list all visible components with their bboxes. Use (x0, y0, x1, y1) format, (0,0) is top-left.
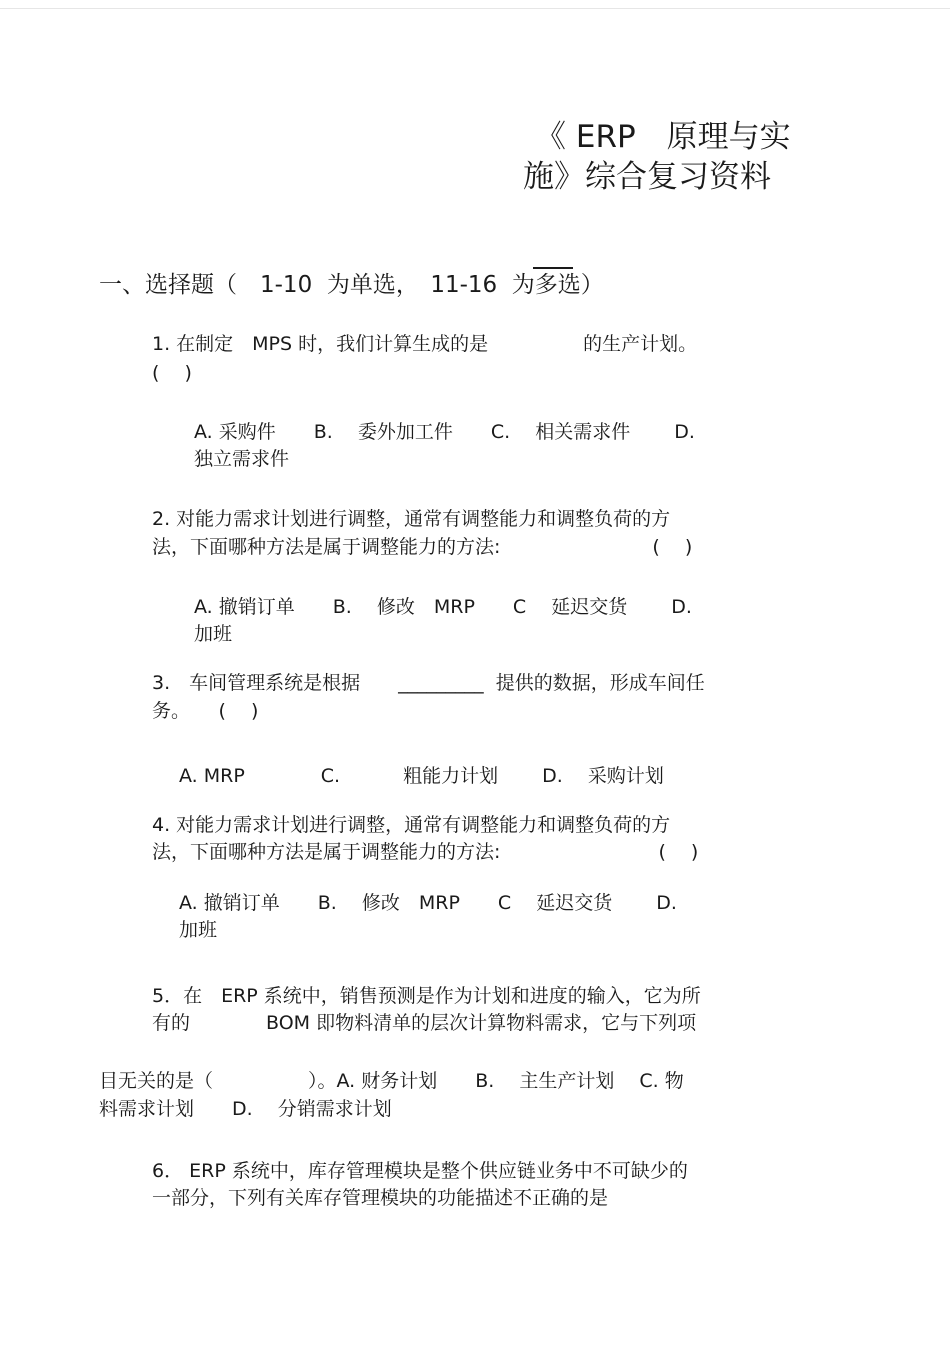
page-top-rule (0, 8, 950, 9)
question-6-stem-line-2: 一部分，下列有关库存管理模块的功能描述不正确的是 (152, 1187, 609, 1209)
title-line-2: 施》综合复习资料 (523, 159, 771, 195)
question-1-options-line-2: 独立需求件 (194, 448, 290, 470)
question-2-options-line-2: 加班 (194, 623, 233, 645)
question-6-stem-line-1: 6． ERP 系统中，库存管理模块是整个供应链业务中不可缺少的 (152, 1160, 688, 1182)
question-4-options-line-1: A. 撤销订单 B. 修改 MRP C 延迟交货 D. (179, 892, 677, 914)
question-4-stem-line-1: 4. 对能力需求计划进行调整，通常有调整能力和调整负荷的方 (152, 814, 671, 836)
question-2-options-line-1: A. 撤销订单 B. 修改 MRP C 延迟交货 D. (194, 596, 692, 618)
question-3-options-line-1: A. MRP C. 粗能力计划 D. 采购计划 (179, 765, 664, 787)
question-1-stem-line-2: ( ) (152, 362, 192, 384)
question-3-stem-line-1: 3. 车间管理系统是根据 _________ 提供的数据，形成车间任 (152, 672, 705, 694)
question-1-options-line-1: A. 采购件 B. 委外加工件 C. 相关需求件 D. (194, 421, 695, 443)
question-5-stem-line-3: 目无关的是（ ）。A. 财务计划 B. 主生产计划 C. 物 (99, 1070, 684, 1092)
section-heading-overline (533, 267, 573, 269)
question-2-stem-line-2: 法，下面哪种方法是属于调整能力的方法: ( ) (152, 536, 693, 558)
question-5-stem-line-1: 5．在 ERP 系统中，销售预测是作为计划和进度的输入，它为所 (152, 985, 701, 1007)
question-4-stem-line-2: 法，下面哪种方法是属于调整能力的方法: ( ) (152, 841, 699, 863)
question-2-stem-line-1: 2. 对能力需求计划进行调整，通常有调整能力和调整负荷的方 (152, 508, 671, 530)
question-1-stem-line-1: 1. 在制定 MPS 时，我们计算生成的是 的生产计划。 (152, 333, 698, 355)
question-5-stem-line-4: 料需求计划 D. 分销需求计划 (99, 1098, 392, 1120)
question-4-options-line-2: 加班 (179, 919, 218, 941)
question-5-stem-line-2: 有的 BOM 即物料清单的层次计算物料需求，它与下列项 (152, 1012, 697, 1034)
title-line-1: 《 ERP 原理与实 (535, 119, 791, 155)
question-3-stem-line-2: 务。 ( ) (152, 700, 259, 722)
section-heading: 一、选择题（ 1-10 为单选， 11-16 为多选） (99, 272, 604, 298)
